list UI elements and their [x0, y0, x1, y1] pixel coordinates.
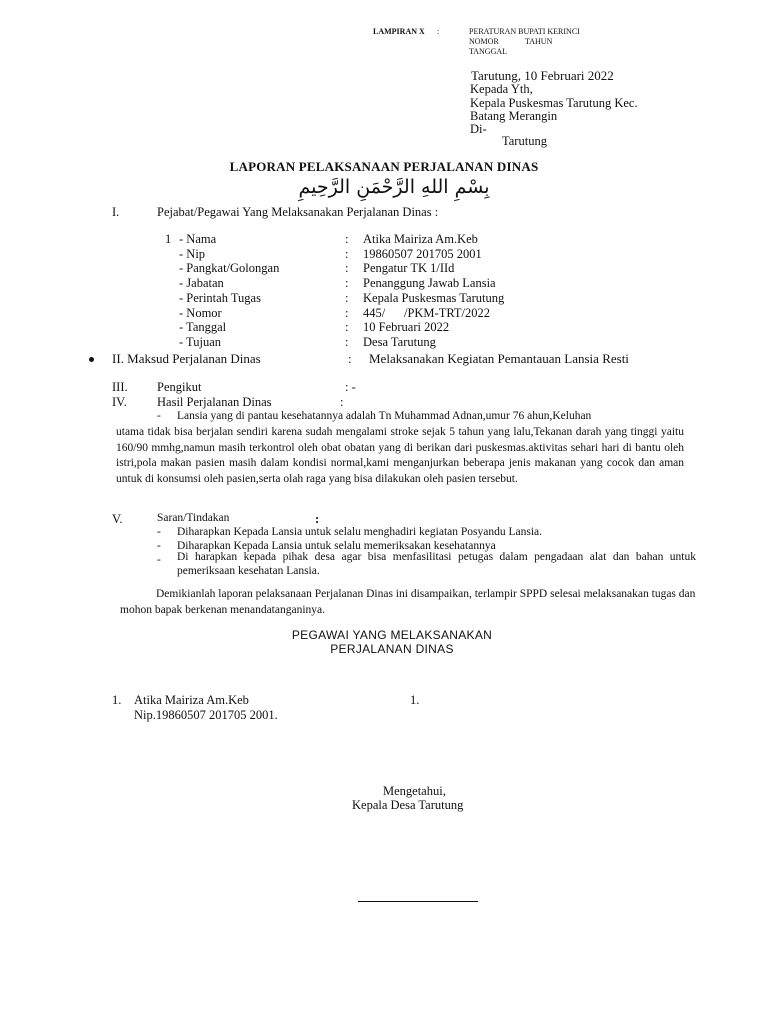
recipient-line-2: Batang Merangin	[470, 109, 558, 123]
section-5-colon: :	[315, 512, 320, 526]
recipient-line-1: Kepala Puskesmas Tarutung Kec.	[470, 96, 638, 110]
detail-colon: :	[345, 320, 349, 334]
basmalah-calligraphy: بِسْمِ اللهِ الرَّحْمَنِ الرَّحِيمِ	[298, 176, 490, 198]
detail-value: Penanggung Jawab Lansia	[363, 276, 496, 290]
section-2-value: Melaksanakan Kegiatan Pemantauan Lansia Resti	[369, 351, 629, 366]
detail-label: - Nomor	[179, 306, 222, 320]
nomor-label: NOMOR	[469, 37, 499, 46]
detail-label: - Jabatan	[179, 276, 224, 290]
signature-heading-2: PERJALANAN DINAS	[330, 642, 454, 656]
detail-label: - Pangkat/Golongan	[179, 261, 280, 275]
page-title: LAPORAN PELAKSANAAN PERJALANAN DINAS	[229, 159, 539, 174]
approval-title: Kepala Desa Tarutung	[352, 798, 464, 812]
closing-paragraph: Demikianlah laporan pelaksanaan Perjalanan Dinas ini disampaikan, terlampir SPPD selesai melaksanakan tugas dan mohon bapak berkenan menandatanganinya.	[120, 588, 696, 616]
section-4-label: Hasil Perjalanan Dinas	[157, 395, 272, 409]
detail-colon: :	[345, 276, 349, 290]
section-4-body: utama tidak bisa berjalan sendiri karena sudah mengalami stroke sejak 5 tahun yang lalu,Tekanan darah yang tinggi yaitu 160/90 mmhg,namun masih terkontrol oleh obat obatan yang di berikan dari puskesmas.aktivitas sehari hari di bantu oleh istri,pola makan pasien masih dalam kondisi normal,kami menganjurkan beberapa jenis makanan yang cocok dan aman untuk di konsumsi oleh pasien,serta olah raga yang bisa dilakukan oleh pasien tersebut.	[116, 426, 684, 485]
detail-colon: :	[345, 247, 349, 261]
section-1-number: I.	[112, 205, 120, 219]
detail-label: - Nama	[179, 232, 217, 246]
detail-colon: :	[345, 232, 349, 246]
tanggal-label: TANGGAL	[469, 47, 508, 56]
section-3-value: : -	[345, 380, 356, 394]
detail-label: - Tanggal	[179, 320, 227, 334]
detail-value: Pengatur TK 1/IId	[363, 261, 455, 275]
section-5-label: Saran/Tindakan	[157, 512, 230, 524]
section-2-label: II. Maksud Perjalanan Dinas	[112, 351, 261, 366]
section-5-number: V.	[112, 512, 123, 526]
lampiran-colon: :	[437, 27, 440, 36]
detail-value: Atika Mairiza Am.Keb	[363, 232, 478, 246]
bullet-dot	[89, 357, 94, 362]
detail-value: 19860507 201705 2001	[363, 247, 482, 261]
recommendation-item: Di harapkan kepada pihak desa agar bisa menfasilitasi petugas dalam pengadaan alat dan bahan untuk pemeriksaan kesehatan Lansia.	[177, 551, 696, 577]
tahun-label: TAHUN	[525, 37, 553, 46]
detail-colon: :	[345, 306, 349, 320]
section-4-dash: -	[157, 410, 161, 422]
detail-colon: :	[345, 291, 349, 305]
signature-line	[358, 901, 478, 902]
signatory-nip: Nip.19860507 201705 2001.	[134, 708, 278, 722]
section-3-label: Pengikut	[157, 380, 202, 394]
detail-value: Kepala Puskesmas Tarutung	[363, 291, 505, 305]
list-dash: -	[157, 554, 161, 566]
detail-value: Desa Tarutung	[363, 335, 436, 349]
signature-heading-1: PEGAWAI YANG MELAKSANAKAN	[291, 628, 493, 642]
approval-mengetahui: Mengetahui,	[383, 784, 446, 798]
list-dash: -	[157, 540, 161, 552]
detail-label: - Nip	[179, 247, 206, 261]
recipient-city: Tarutung	[502, 134, 547, 148]
peraturan-label: PERATURAN BUPATI KERINCI	[469, 27, 580, 36]
list-dash: -	[157, 526, 161, 538]
detail-colon: :	[345, 261, 349, 275]
section-3-number: III.	[112, 380, 128, 394]
signatory-number: 1.	[112, 693, 122, 707]
lampiran-label: LAMPIRAN X	[373, 27, 425, 36]
recommendation-item: Diharapkan Kepada Lansia untuk selalu memeriksakan kesehatannya	[177, 540, 496, 552]
section-1-label: Pejabat/Pegawai Yang Melaksanakan Perjalanan Dinas :	[157, 205, 439, 219]
detail-value: 10 Februari 2022	[363, 320, 450, 334]
section-2-colon: :	[348, 351, 352, 366]
detail-label: - Perintah Tugas	[179, 291, 261, 305]
section-4-number: IV.	[112, 395, 127, 409]
second-signatory-number: 1.	[410, 693, 420, 707]
kepada-yth: Kepada Yth,	[470, 82, 533, 96]
officer-index: 1	[165, 232, 172, 246]
place-date: Tarutung, 10 Februari 2022	[471, 68, 614, 83]
detail-colon: :	[345, 335, 349, 349]
recommendation-item: Diharapkan Kepada Lansia untuk selalu menghadiri kegiatan Posyandu Lansia.	[177, 526, 543, 538]
signatory-name: Atika Mairiza Am.Keb	[134, 693, 249, 707]
di-label: Di-	[470, 122, 487, 136]
detail-label: - Tujuan	[179, 335, 222, 349]
section-4-colon: :	[340, 395, 344, 409]
section-4-first-line: Lansia yang di pantau kesehatannya adalah Tn Muhammad Adnan,umur 76 ahun,Keluhan	[177, 410, 592, 422]
detail-value: 445/ /PKM-TRT/2022	[363, 306, 491, 320]
